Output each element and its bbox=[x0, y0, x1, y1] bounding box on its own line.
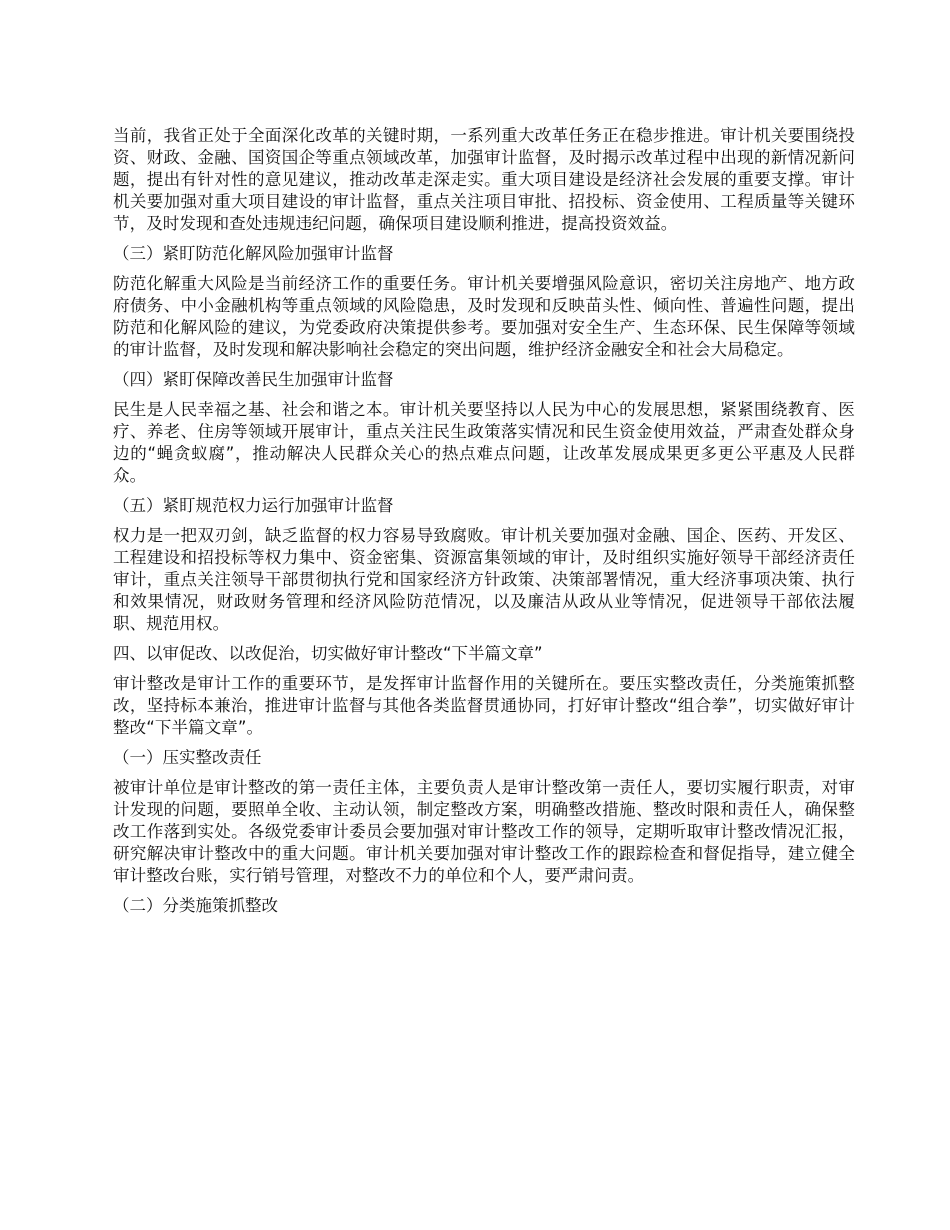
paragraph-power: 权力是一把双刃剑，缺乏监督的权力容易导致腐败。审计机关要加强对金融、国企、医药、开发区、工程建设和招投标等权力集中、资金密集、资源富集领域的审计，及时组织实施好领导干部经济责任审计，重点关注领导干部贯彻执行党和国家经济方针政策、决策部署情况，重大经济事项决策、执行和效果情况，财政财务管理和经济风险防范情况，以及廉洁从政从业等情况，促进领导干部依法履职、规范用权。 bbox=[113, 526, 855, 633]
chapter-heading-rectification: 四、以审促改、以改促治，切实做好审计整改“下半篇文章” bbox=[113, 644, 543, 663]
paragraph-responsibility: 被审计单位是审计整改的第一责任主体，主要负责人是审计整改第一责任人，要切实履行职责，对审计发现的问题，要照单全收、主动认领，制定整改方案，明确整改措施、整改时限和责任人，确保整改工作落到实处。各级党委审计委员会要加强对审计整改工作的领导，定期听取审计整改情况汇报，研究解决审计整改中的重大问题。审计机关要加强对审计整改工作的跟踪检查和督促指导，建立健全审计整改台账，实行销号管理，对整改不力的单位和个人，要严肃问责。 bbox=[113, 778, 855, 885]
paragraph-rectification: 审计整改是审计工作的重要环节，是发挥审计监督作用的关键所在。要压实整改责任，分类施策抓整改，坚持标本兼治，推进审计监督与其他各类监督贯通协同，打好审计整改“组合拳”，切实做好审计整改“下半篇文章”。 bbox=[113, 674, 855, 737]
section-heading-risk: （三）紧盯防范化解风险加强审计监督 bbox=[113, 244, 394, 263]
document-body bbox=[113, 125, 855, 917]
section-heading-livelihood: （四）紧盯保障改善民生加强审计监督 bbox=[113, 370, 394, 389]
paragraph-livelihood: 民生是人民幸福之基、社会和谐之本。审计机关要坚持以人民为中心的发展思想，紧紧围绕教育、医疗、养老、住房等领域开展审计，重点关注民生政策落实情况和民生资金使用效益，严肃查处群众身边的“蝇贪蚁腐”，推动解决人民群众关心的热点难点问题，让改革发展成果更多更公平惠及人民群众。 bbox=[113, 400, 855, 485]
paragraph-reform-projects: 当前，我省正处于全面深化改革的关键时期，一系列重大改革任务正在稳步推进。审计机关要围绕投资、财政、金融、国资国企等重点领域改革，加强审计监督，及时揭示改革过程中出现的新情况新问题，提出有针对性的意见建议，推动改革走深走实。重大项目建设是经济社会发展的重要支撑。审计机关要加强对重大项目建设的审计监督，重点关注项目审批、招投标、资金使用、工程质量等关键环节，及时发现和查处违规违纪问题，确保项目建设顺利推进，提高投资效益。 bbox=[113, 126, 855, 233]
paragraph-risk: 防范化解重大风险是当前经济工作的重要任务。审计机关要增强风险意识，密切关注房地产、地方政府债务、中小金融机构等重点领域的风险隐患，及时发现和反映苗头性、倾向性、普遍性问题，提出防范和化解风险的建议，为党委政府决策提供参考。要加强对安全生产、生态环保、民生保障等领域的审计监督，及时发现和解决影响社会稳定的突出问题，维护经济金融安全和社会大局稳定。 bbox=[113, 274, 855, 359]
section-heading-responsibility: （一）压实整改责任 bbox=[113, 748, 262, 767]
section-heading-classified-measures: （二）分类施策抓整改 bbox=[113, 896, 278, 915]
section-heading-power: （五）紧盯规范权力运行加强审计监督 bbox=[113, 496, 394, 515]
